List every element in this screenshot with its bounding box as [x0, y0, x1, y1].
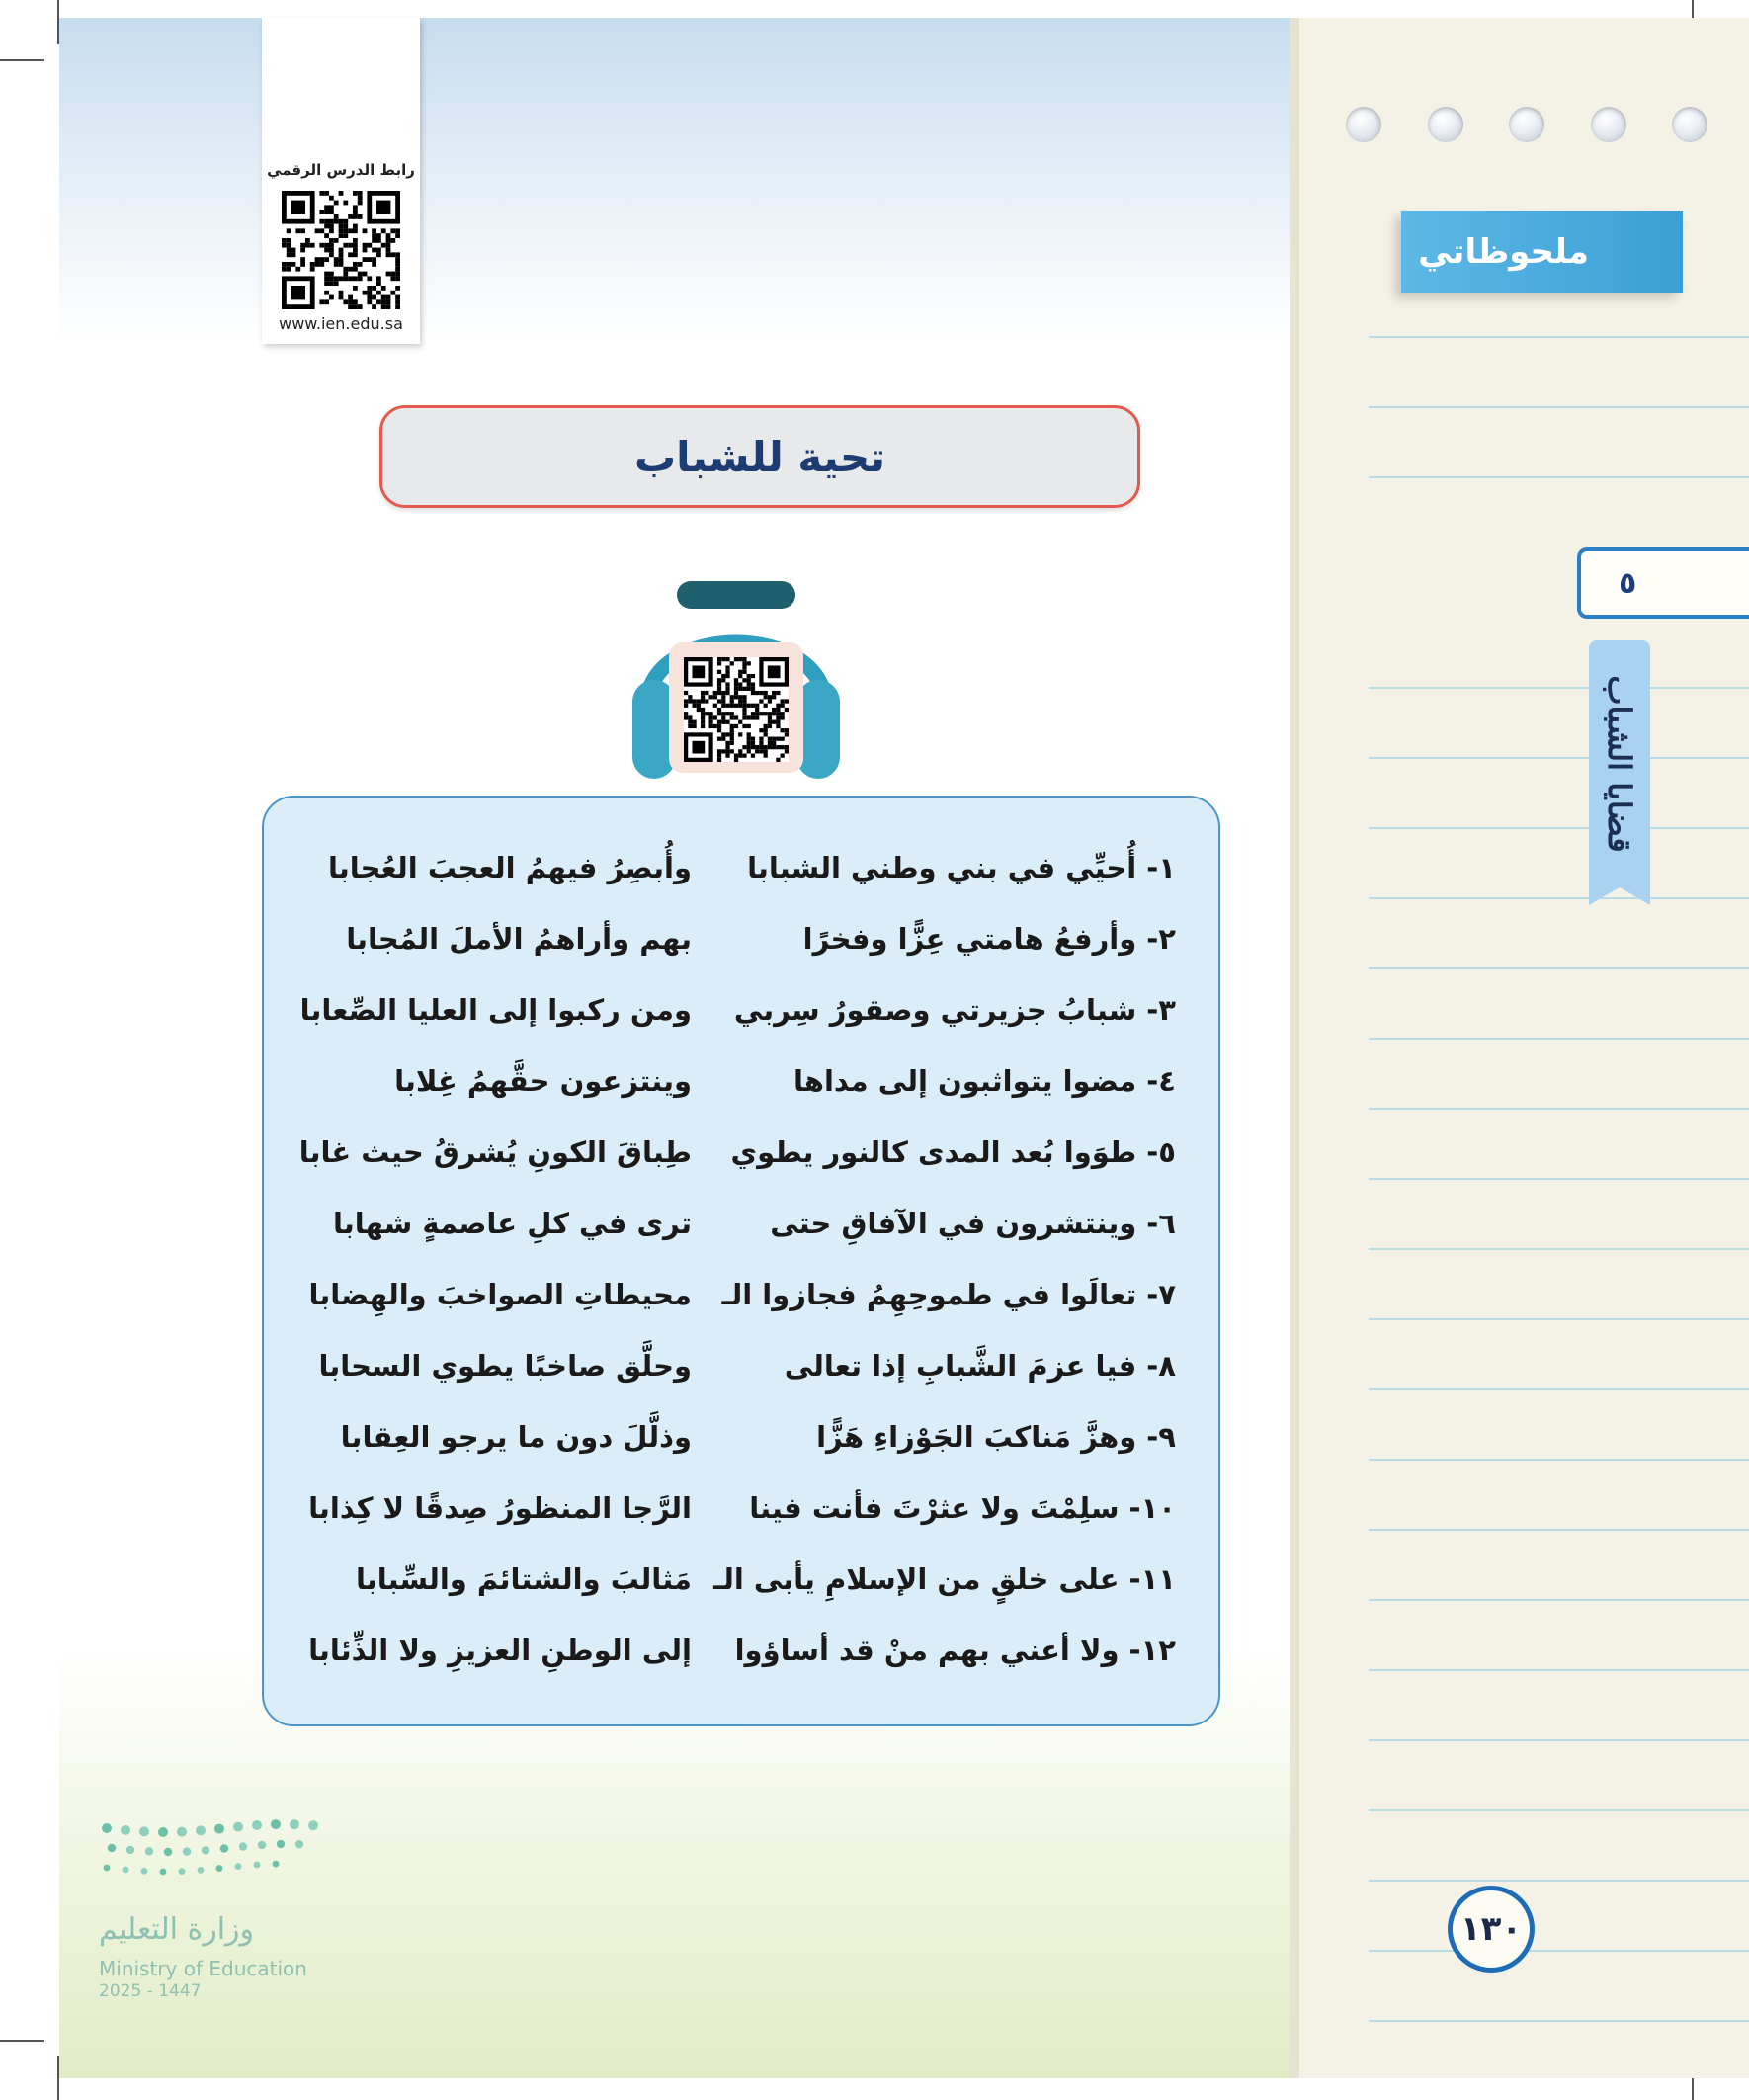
note-line [1369, 1178, 1749, 1180]
page-number: ١٣٠ [1448, 1886, 1535, 1973]
headphones-icon[interactable] [623, 581, 850, 789]
verse-first-text: مضوا يتواثبون إلى مداها [792, 1064, 1137, 1098]
qr-code-icon[interactable] [282, 191, 400, 309]
verse-number: ٤- [1146, 1064, 1176, 1098]
note-line [1369, 1739, 1749, 1741]
verse-second-hemistich: وذلَّلَ دون ما يرجو العِقابا [340, 1420, 692, 1454]
verse-number: ٨- [1146, 1349, 1176, 1383]
verse-first-hemistich [749, 1478, 1176, 1538]
verse-second-hemistich: محيطاتِ الصواخبَ والهِضابا [308, 1278, 692, 1311]
verse-second-hemistich: طِباقَ الكونِ يُشرقُ حيث غابا [298, 1135, 692, 1169]
verse-second-hemistich: إلى الوطنِ العزيزِ ولا الذِّئابا [308, 1634, 692, 1667]
note-line [1369, 827, 1749, 829]
verse-second-hemistich: الرَّجا المنظورُ صِدقًا لا كِذابا [308, 1491, 692, 1525]
verse-first-hemistich [785, 1336, 1176, 1395]
verse-first-hemistich [747, 838, 1176, 897]
verse-first-text: شبابُ جزيرتي وصقورُ سِربي [733, 993, 1137, 1027]
verse-first-text: طوَوا بُعد المدى كالنور يطوي [730, 1135, 1137, 1169]
binder-hole [1509, 107, 1544, 142]
verse-first-hemistich [734, 980, 1176, 1040]
qr-code-icon[interactable] [684, 657, 789, 762]
verse-first-hemistich [816, 1407, 1176, 1467]
ministry-name-arabic: وزارة التعليم [99, 1912, 255, 1947]
note-line [1369, 1950, 1749, 1952]
note-line [1369, 336, 1749, 338]
unit-title: قضايا الشباب [1601, 675, 1638, 853]
binder-hole [1672, 107, 1707, 142]
verse-first-text: أُحيِّي في بني وطني الشبابا [747, 851, 1137, 884]
note-line [1369, 476, 1749, 478]
verse-first-text: فيا عزمَ الشَّبابِ إذا تعالى [784, 1349, 1137, 1383]
note-line [1369, 1809, 1749, 1811]
note-line [1369, 967, 1749, 969]
verse-first-hemistich [770, 1194, 1176, 1253]
verse-first-text: ولا أعني بهم منْ قد أساؤوا [734, 1634, 1120, 1667]
verse-number: ٧- [1146, 1278, 1176, 1311]
verse-first-hemistich [731, 1123, 1176, 1182]
note-line [1369, 1038, 1749, 1040]
ministry-logo [99, 1818, 321, 2006]
verse-first-text: على خلقٍ من الإسلامِ يأبى الـ [713, 1562, 1120, 1596]
binder-hole [1346, 107, 1381, 142]
verse-first-text: وأرفعُ هامتي عِزًّا وفخرًا [802, 922, 1137, 956]
note-line [1369, 757, 1749, 759]
verse-number: ٣- [1146, 993, 1176, 1027]
verse-first-hemistich [735, 1621, 1176, 1680]
verse-number: ١١- [1128, 1562, 1176, 1596]
verse-first-text: وينتشرون في الآفاقِ حتى [770, 1207, 1137, 1240]
verse-number: ١٢- [1128, 1634, 1176, 1667]
verse-first-text: تعالَوا في طموحِهِمُ فجازوا الـ [721, 1278, 1137, 1311]
note-line [1369, 2020, 1749, 2022]
verse-second-hemistich: وحلَّق صاخبًا يطوي السحابا [318, 1349, 692, 1383]
verse-second-hemistich: مَثالبَ والشتائمَ والسِّبابا [355, 1562, 692, 1596]
digital-lesson-card[interactable] [262, 18, 420, 344]
verse-first-hemistich [721, 1265, 1176, 1324]
note-line [1369, 1599, 1749, 1601]
note-line [1369, 406, 1749, 408]
note-line [1369, 1529, 1749, 1531]
binder-hole [1428, 107, 1463, 142]
verse-first-hemistich [793, 1051, 1176, 1111]
ministry-logo-dots [99, 1818, 321, 1888]
notes-header: ملحوظاتي [1401, 211, 1683, 293]
unit-number-tab: ٥ [1577, 547, 1749, 619]
lesson-title: تحية للشباب [379, 405, 1140, 508]
note-line [1369, 1459, 1749, 1461]
note-line [1369, 897, 1749, 899]
ministry-year: 2025 - 1447 [99, 1981, 202, 2001]
note-line [1369, 1880, 1749, 1882]
note-line [1369, 687, 1749, 689]
verse-number: ٢- [1146, 922, 1176, 956]
verse-second-hemistich: ومن ركبوا إلى العليا الصِّعابا [299, 993, 692, 1027]
verse-number: ٦- [1146, 1207, 1176, 1240]
crop-mark [0, 59, 44, 61]
verse-second-hemistich: وأُبصِرُ فيهمُ العجبَ العُجابا [327, 851, 692, 884]
crop-mark [0, 2040, 44, 2042]
verse-second-hemistich: وينتزعون حقَّهمُ غِلابا [394, 1064, 692, 1098]
verse-first-text: وهزَّ مَناكبَ الجَوْزاءِ هَزًّا [816, 1420, 1137, 1454]
verse-first-hemistich [713, 1550, 1176, 1609]
verse-second-hemistich: بهم وأراهمُ الأملَ المُجابا [346, 922, 692, 956]
note-line [1369, 1388, 1749, 1390]
digital-lesson-label: رابط الدرس الرقمي [267, 161, 415, 179]
note-line [1369, 1318, 1749, 1320]
note-line [1369, 1108, 1749, 1110]
verse-second-hemistich: ترى في كلِ عاصمةٍ شهابا [332, 1207, 692, 1240]
note-line [1369, 1248, 1749, 1250]
note-line [1369, 1669, 1749, 1671]
notes-panel [1290, 18, 1749, 2078]
verse-number: ١- [1146, 851, 1176, 884]
verse-number: ١٠- [1128, 1491, 1176, 1525]
digital-lesson-url[interactable]: www.ien.edu.sa [279, 314, 403, 333]
verse-first-hemistich [803, 909, 1176, 968]
verse-number: ٥- [1146, 1135, 1176, 1169]
ministry-name-english: Ministry of Education [99, 1957, 307, 1980]
verse-number: ٩- [1146, 1420, 1176, 1454]
verse-first-text: سلِمْتَ ولا عثرْتَ فأنت فينا [749, 1491, 1120, 1525]
binder-hole [1591, 107, 1626, 142]
